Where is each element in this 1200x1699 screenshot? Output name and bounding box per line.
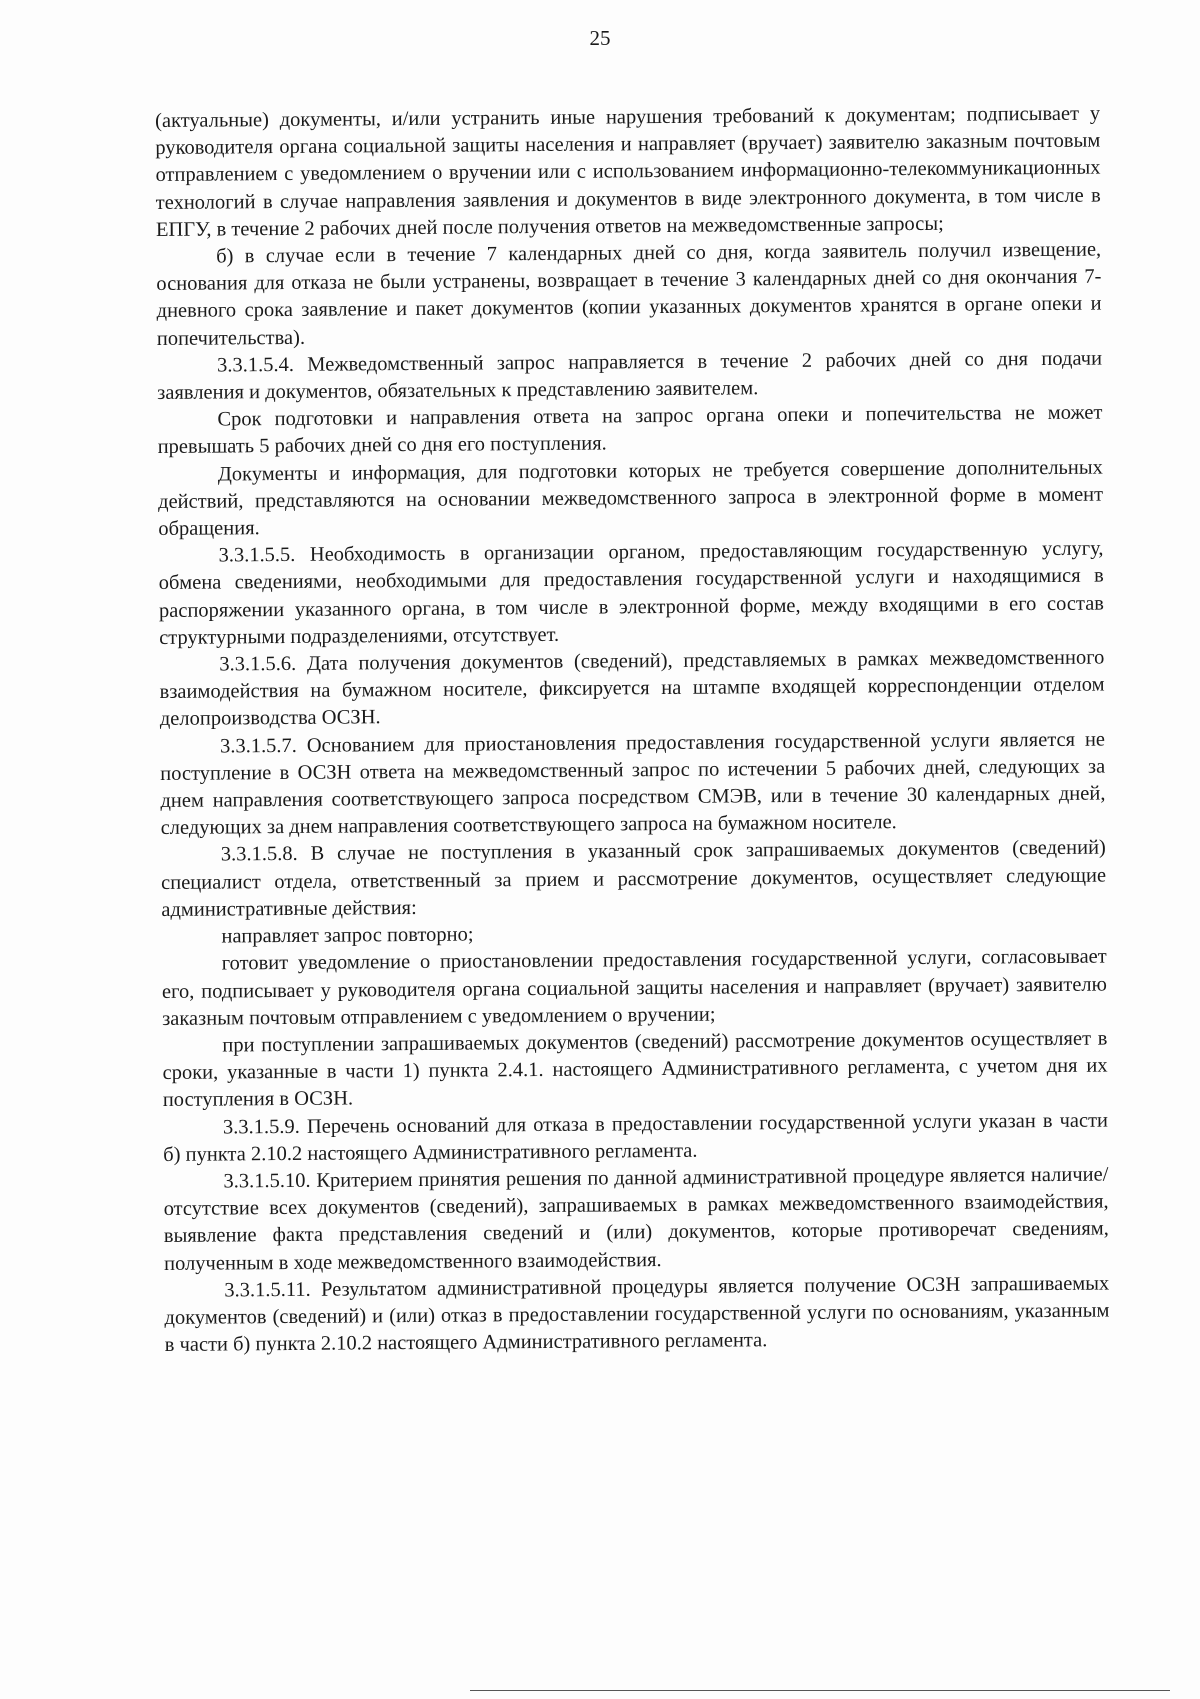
- paragraph-item-b: б) в случае если в течение 7 календарных дней со дня, когда заявитель получил извещение, основания для отказа не были устранены, возвращает в течение 3 календарных дней со дня окончания 7-дневного срока заявление и пакет документов (копии указанных документов хранятся в органе опеки и попечительства).: [156, 238, 1102, 350]
- paragraph-3-3-1-5-4: 3.3.1.5.4. Межведомственный запрос направляется в течение 2 рабочих дней со дня подачи заявления и документов, обязательных к представлению заявителем.: [157, 347, 1103, 405]
- paragraph-3-3-1-5-10: 3.3.1.5.10. Критерием принятия решения по данной административной процедуре является наличие/отсутствие всех документов (сведений), запрашиваемых в рамках межведомственного взаимодействия, выявление факта представления сведений и (или) документов, которые противоречат сведениям, полученным в ходе межведомственного взаимодействия.: [163, 1163, 1109, 1275]
- paragraph-review-terms: при поступлении запрашиваемых документов (сведений) рассмотрение документов осуществляет в сроки, указанные в части 1) пункта 2.4.1. настоящего Административного регламента, с учетом дня их поступления в ОСЗН.: [162, 1027, 1108, 1112]
- paragraph-suspension-notice: готовит уведомление о приостановлении предоставления государственной услуги, согласовывает его, подписывает у руководителя органа социальной защиты населения и направляет (вручает) заявителю заказным почтовым отправлением с уведомлением о вручении;: [161, 945, 1107, 1030]
- document-body: [155, 101, 1110, 1360]
- paragraph-continuation: (актуальные) документы, и/или устранить иные нарушения требований к документам; подписывает у руководителя органа социальной защиты населения и направляет (вручает) заявителю заказным почтовым отправлением с уведомлением о вручении или с использованием информационно-телекоммуникационных технологий в случае направления заявления и документов в виде электронного документа, в том числе в ЕПГУ, в течение 2 рабочих дней после получения ответов на межведомственные запросы;: [155, 102, 1101, 241]
- paragraph-3-3-1-5-5: 3.3.1.5.5. Необходимость в организации органом, предоставляющим государственную услугу, обмена сведениями, необходимыми для предоставления государственной услуги и находящимися в распоряжении указанного органа, в том числе в электронной форме, между входящими в его состав структурными подразделениями, отсутствует.: [158, 537, 1105, 649]
- paragraph-resend-request: направляет запрос повторно;: [221, 923, 474, 948]
- paragraph-response-deadline: Срок подготовки и направления ответа на запрос органа опеки и попечительства не может превышать 5 рабочих дней со дня его поступления.: [157, 401, 1103, 459]
- page-number: 25: [589, 26, 611, 50]
- footer-divider: [470, 1690, 1170, 1692]
- paragraph-3-3-1-5-11: 3.3.1.5.11. Результатом административной процедуры является получение ОСЗН запрашиваемых документов (сведений) и (или) отказ в предоставлении государственной услуги по основаниям, указанным в части б) пункта 2.10.2 настоящего Административного регламента.: [164, 1272, 1110, 1357]
- paragraph-3-3-1-5-9: 3.3.1.5.9. Перечень оснований для отказа в предоставлении государственной услуги указан в части б) пункта 2.10.2 настоящего Административного регламента.: [163, 1109, 1109, 1166]
- paragraph-3-3-1-5-7: 3.3.1.5.7. Основанием для приостановления предоставления государственной услуги является не поступление в ОСЗН ответа на межведомственный запрос по истечении 5 рабочих дней, следующих за днем направления соответствующего запроса посредством СМЭВ, или в течение 30 календарных дней, следующих за днем направления соответствующего запроса на бумажном носителе.: [160, 728, 1106, 840]
- paragraph-3-3-1-5-8: 3.3.1.5.8. В случае не поступления в указанный срок запрашиваемых документов (сведений) специалист отдела, ответственный за прием и рассмотрение документов, осуществляет следующие административные действия:: [160, 837, 1107, 921]
- paragraph-electronic-form: Документы и информация, для подготовки которых не требуется совершение дополнительных действий, представляются на основании межведомственного запроса в электронной форме в момент обращения.: [158, 456, 1104, 541]
- paragraph-3-3-1-5-6: 3.3.1.5.6. Дата получения документов (сведений), представляемых в рамках межведомственного взаимодействия на бумажном носителе, фиксируется на штампе входящей корреспонденции отделом делопроизводства ОСЗН.: [159, 646, 1105, 731]
